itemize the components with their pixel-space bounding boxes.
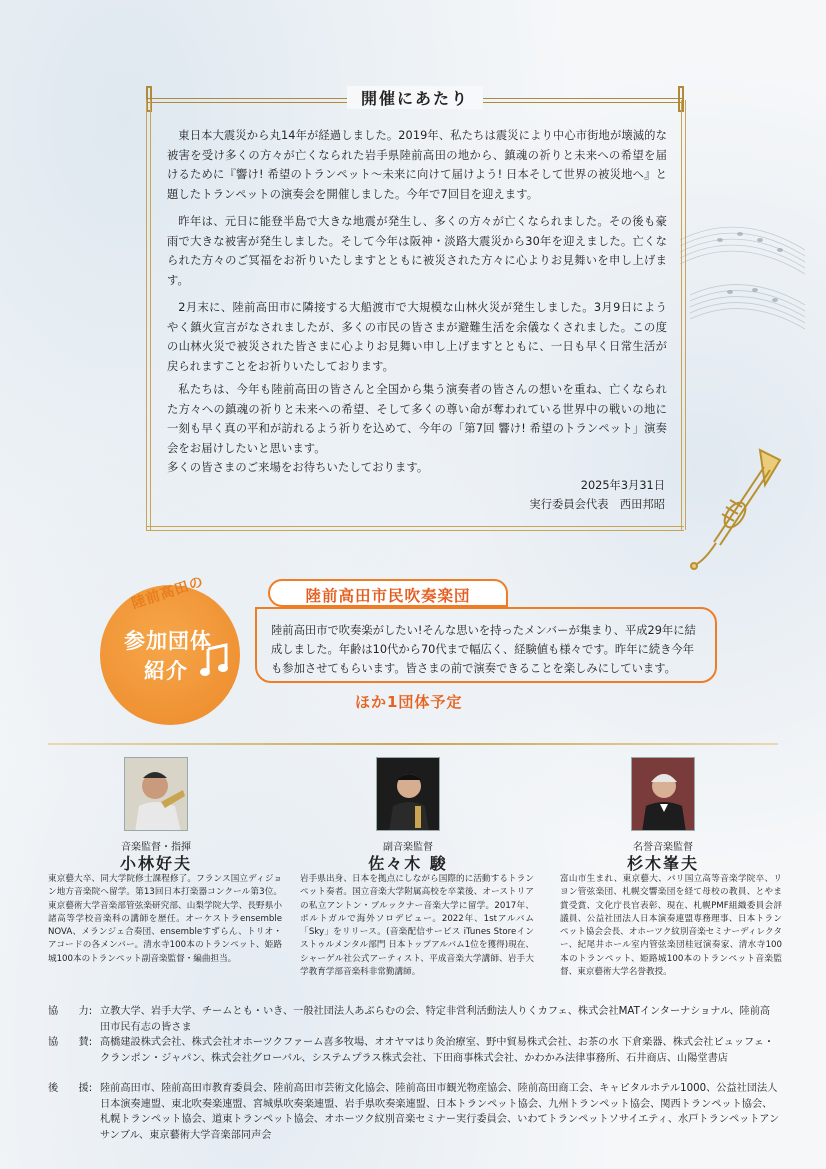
group-name-box — [268, 579, 508, 607]
director-photo-3 — [631, 757, 695, 831]
section-divider — [48, 743, 778, 745]
music-note-icon — [200, 643, 230, 683]
group-badge — [100, 573, 240, 725]
director-photo-1 — [124, 757, 188, 831]
trumpet-illustration — [680, 445, 790, 575]
credit-label: 協 力: — [48, 1006, 93, 1017]
director-role-2: 副音楽監督 — [383, 842, 433, 853]
group-name: 陸前高田市民吹奏楽団 — [305, 587, 471, 605]
message-closing: 多くの皆さまのご来場をお待ちいたしております。 — [167, 461, 429, 474]
message-signer: 実行委員会代表 西田邦昭 — [529, 498, 665, 511]
group-description: 陸前高田市で吹奏楽がしたい!そんな思いを持ったメンバーが集まり、平成29年に結成しました。年齢は10代から70代まで幅広く、経験値も様々です。昨年に続き今年も参加させてもらいます。皆さまの前で演奏できることを楽しみにしています。 — [271, 624, 696, 675]
message-paragraph-2: 昨年は、元日に能登半島で大きな地震が発生し、多くの方々が亡くなられました。その後も豪雨で大きな被害が発生しました。そして今年は阪神・淡路大震災から30年を迎えました。亡くなられた方々のご冥福をお祈りいたしますとともに被災された方々に心よりお見舞いを申し上げます。 — [167, 215, 667, 287]
director-bio-3: 富山市生まれ、東京藝大、パリ国立高等音楽学院卒、リヨン管弦楽団、札幌交響楽団を経て母校の教員、とやま賞受賞、文化庁長官表彰、現在、札幌PMF組織委員会評議員、公益社団法人日本演奏連盟専務理事、日本トランペット協会会長、オホーツク紋別音楽セミナーディレクター、紀尾井ホール室内管弦楽団桂冠演奏家、清水寺100本のトランペット、姫路城100本のトランペット音楽監督、東京藝術大学名誉教授。 — [560, 874, 782, 978]
credit-text: 陸前高田市、陸前高田市教育委員会、陸前高田市芸術文化協会、陸前高田市観光物産協会、陸前高田商工会、キャピタルホテル1000、公益社団法人日本演奏連盟、東北吹奏楽連盟、宮城県吹奏楽連盟、岩手県吹奏楽連盟、日本トランペット協会、九州トランペット協会、関西トランペット協会、札幌トランペット協会、道東トランペット協会、オホーツク紋別音楽セミナー実行委員会、いわてトランペットソサイエティ、水戸トランペットアンサンブル、東京藝術大学音楽部同声会 — [100, 1083, 780, 1141]
message-title: 開催にあたり — [347, 86, 483, 109]
credits-block — [48, 1004, 780, 1141]
frame-right-rule — [681, 100, 686, 530]
credit-text: 高橋建設株式会社、株式会社オホーツクファーム喜多牧場、オオヤマはり灸治療室、野中貿易株式会社、お茶の水 下倉楽器、株式会社ビュッフェ・クランポン・ジャパン、株式会社グローバル、システムプラス株式会社、下田商事株式会社、かわかみ法律事務所、石井商店、山陽堂書店 — [100, 1037, 775, 1064]
badge-top-text: 陸前高田の — [129, 573, 206, 613]
director-name-2: 佐々木 駿 — [368, 854, 448, 873]
message-paragraph-3: 2月末に、陸前高田市に隣接する大船渡市で大規模な山林火災が発生しました。3月9日にようやく鎮火宣言がなされましたが、多くの市民の皆さまが避難生活を余儀なくされました。この度の山林火災で被災された皆さまに心よりお見舞い申し上げますとともに、一日も早く日常生活が戻られますことをお祈りいたしております。 — [167, 301, 667, 373]
group-more-note: ほか1団体予定 — [355, 693, 463, 711]
sheet-music-decoration — [670, 200, 810, 350]
group-description-box — [255, 607, 717, 683]
director-bio-1: 東京藝大卒、同大学院修士課程修了。フランス国立ディジョン地方音楽院へ留学。第13回日本打楽器コンクール第3位。東京藝術大学音楽部管弦楽研究部、山梨学院大学、長野県小諸高等学校音楽科の講師を歴任。オーケストラensemble NOVA、メランジェ合奏団、ensembleすずらん、トリオ・アコードの各メンバー。清水寺100本のトランペット、姫路城100本のトランペット副音楽監督・編曲担当。 — [48, 874, 282, 964]
badge-line-1: 参加団体 — [124, 629, 212, 653]
credit-label: 後 援: — [48, 1083, 93, 1094]
frame-bottom-rule — [146, 526, 684, 531]
credit-text: 立教大学、岩手大学、チームとも・いき、一般社団法人あぶらむの会、特定非営利活動法人りくカフェ、株式会社MATインターナショナル、陸前高田市民有志の皆さま — [100, 1006, 771, 1033]
director-bio-2: 岩手県出身、日本を拠点にしながら国際的に活動するトランペット奏者。国立音楽大学附属高校を卒業後、オーストリアの私立アントン・ブルックナー音楽大学に留学。2017年、ポルトガルで海外ソロデビュー。2022年、1stアルバム「Sky」をリリース。(音楽配信サービス iTunes Storeインストゥルメンタル部門 日本トップアルバム1位を獲得)現在、シャーゲル社公式アーティスト、平成音楽大学講師、岩手大学教育学部音楽科非常勤講師。 — [300, 874, 534, 978]
director-photo-2 — [376, 757, 440, 831]
message-paragraph-1: 東日本大震災から丸14年が経過しました。2019年、私たちは震災により中心市街地が壊滅的な被害を受け多くの方々が亡くなられた岩手県陸前高田の地から、鎮魂の祈りと未来への希望を届けるために『響け! 希望のトランペット〜未来に向けて届けよう! 日本そして世界の被災地へ』と題したトランペットの演奏会を開催しました。今年で7回目を迎えます。 — [167, 129, 667, 201]
message-date: 2025年3月31日 — [580, 479, 665, 492]
message-header — [146, 86, 684, 114]
director-name-3: 杉木峯夫 — [626, 854, 699, 873]
credit-label: 協 賛: — [48, 1037, 93, 1048]
director-role-3: 名誉音楽監督 — [633, 842, 693, 853]
director-name-1: 小林好夫 — [119, 854, 192, 873]
badge-line-2: 紹介 — [144, 659, 188, 683]
director-role-1: 音楽監督・指揮 — [121, 842, 191, 853]
frame-left-rule — [146, 100, 151, 530]
message-paragraph-4: 私たちは、今年も陸前高田の皆さんと全国から集う演奏者の皆さんの想いを重ね、亡くなられた方々への鎮魂の祈りと未来への希望、そして多くの尊い命が奪われている世界中の戦いの地に一刻も早く真の平和が訪れるよう祈りを込めて、今年の「第7回 響け! 希望のトランペット」演奏会をお届けしたいと思います。 — [167, 383, 667, 455]
